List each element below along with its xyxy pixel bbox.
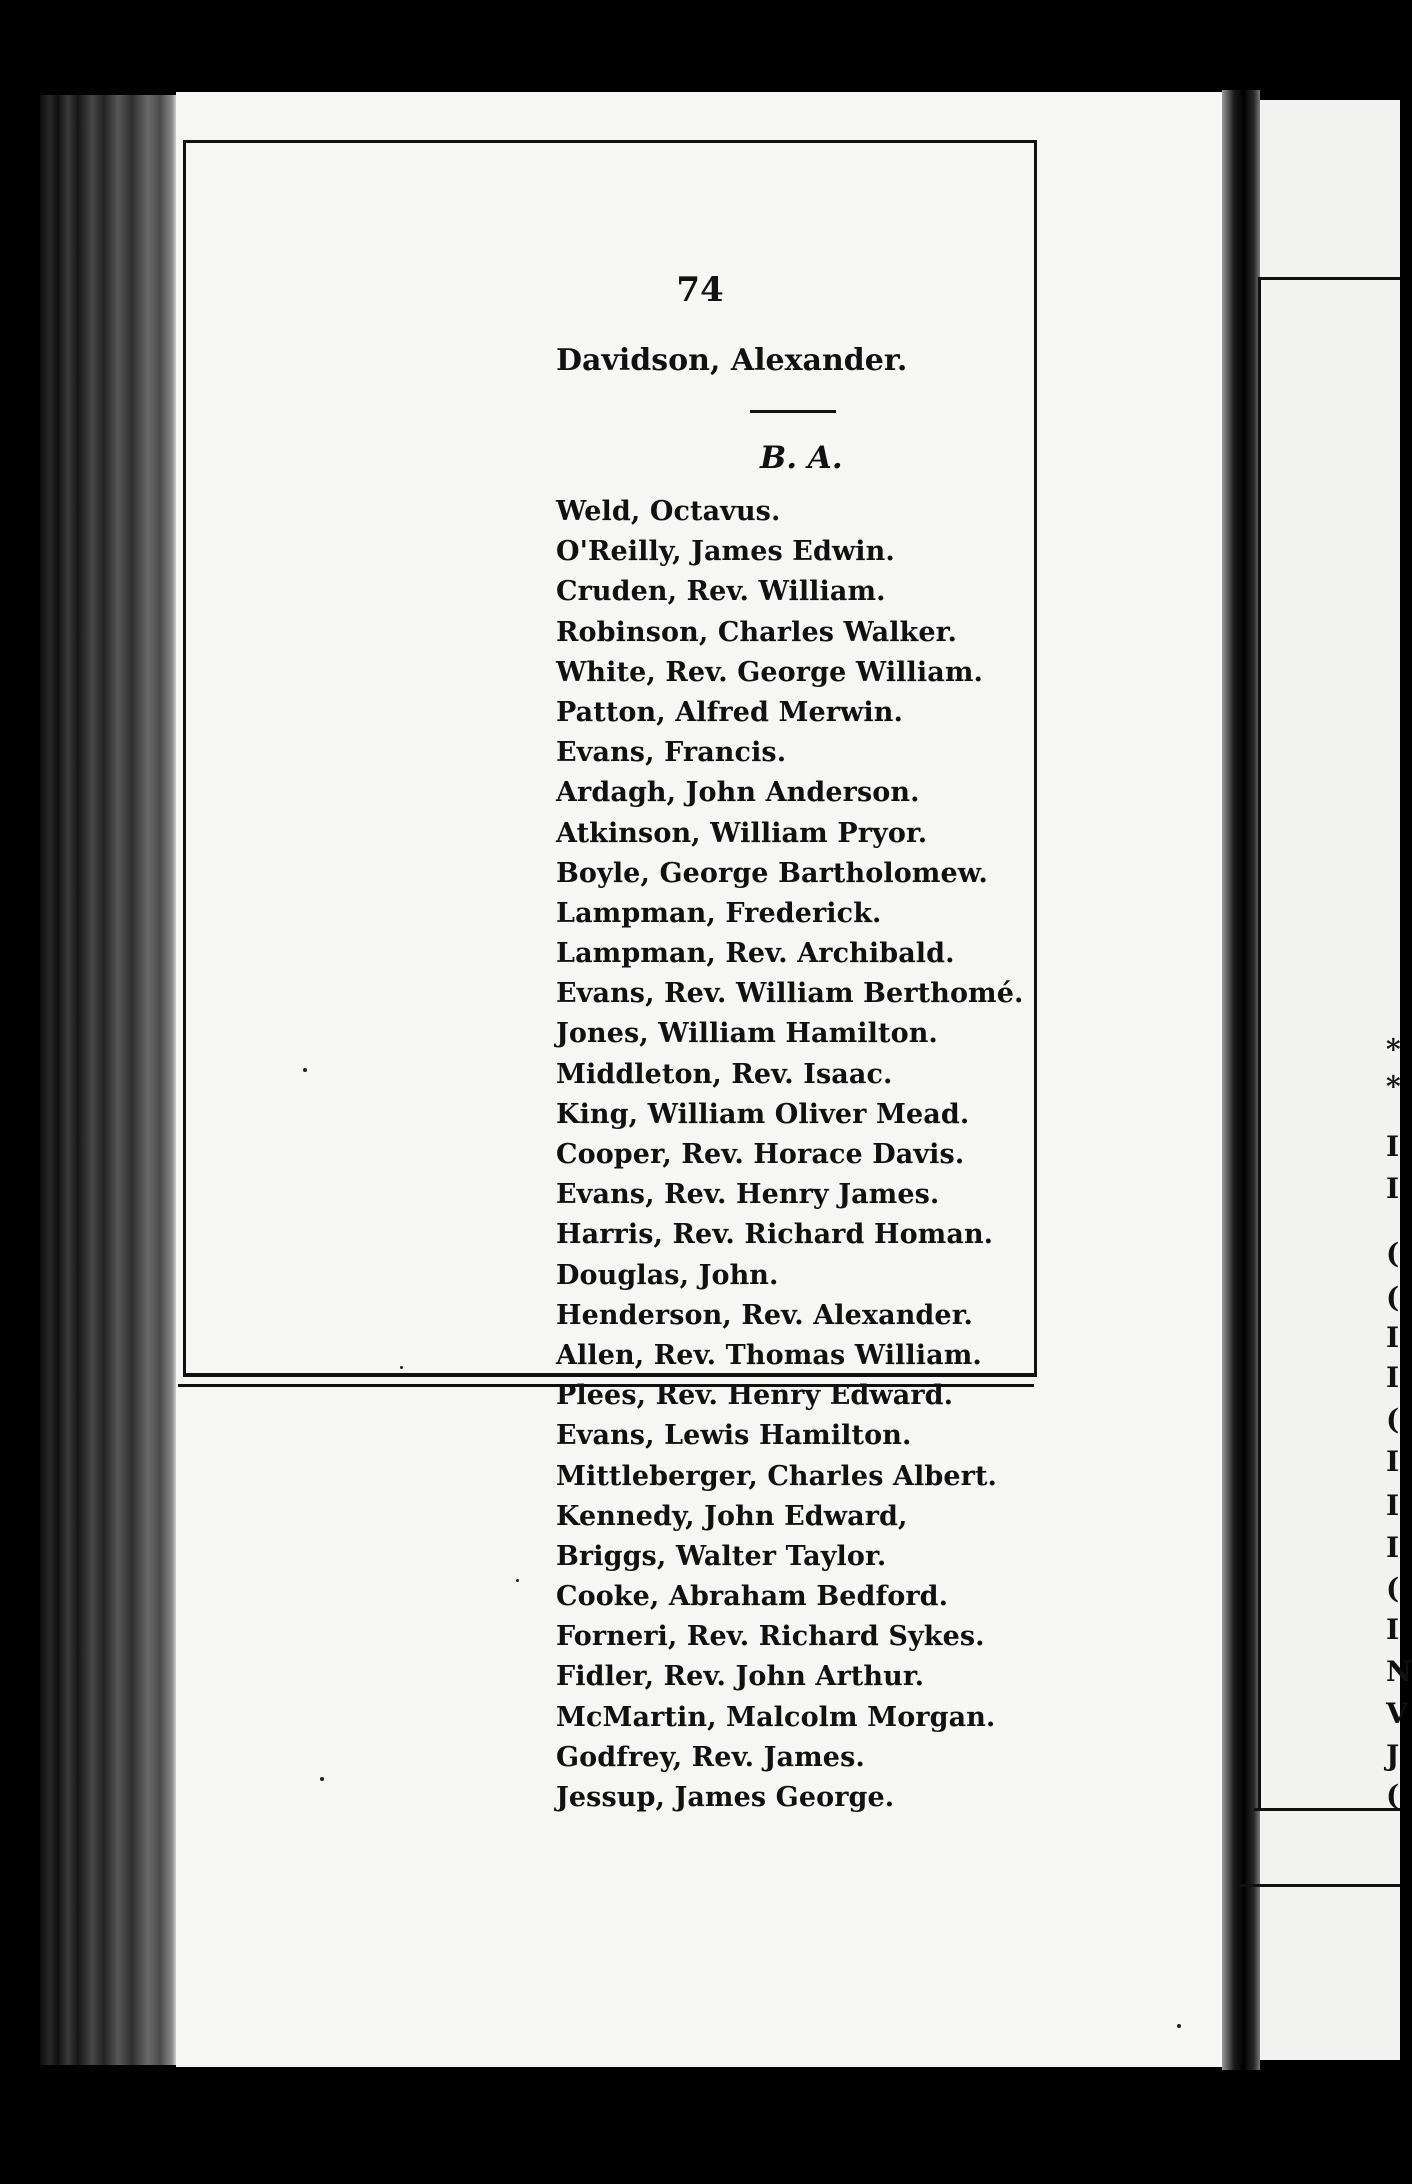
list-item: Douglas, John. [556, 1259, 779, 1291]
list-item: Ardagh, John Anderson. [556, 777, 920, 809]
facing-page-fragment: I [1386, 1613, 1400, 1646]
list-item: Mittleberger, Charles Albert. [556, 1460, 998, 1492]
list-item: Kennedy, John Edward, [556, 1500, 908, 1532]
list-item: Briggs, Walter Taylor. [556, 1540, 887, 1572]
facing-page-rule [1238, 1884, 1400, 1887]
facing-page-fragment: ( [1386, 1403, 1400, 1436]
list-item: Atkinson, William Pryor. [556, 817, 928, 849]
list-item: Lampman, Frederick. [556, 897, 882, 929]
list-item: Harris, Rev. Richard Homan. [556, 1219, 994, 1251]
list-item: Patton, Alfred Merwin. [556, 696, 903, 728]
list-item: Robinson, Charles Walker. [556, 616, 957, 648]
facing-page-fragment: I [1386, 1531, 1400, 1564]
facing-page-fragment: ( [1386, 1237, 1400, 1270]
list-item: Evans, Rev. Henry James. [556, 1179, 940, 1211]
facing-page-rule [1254, 1808, 1400, 1811]
list-item: McMartin, Malcolm Morgan. [556, 1701, 996, 1733]
facing-page-fragment: * [1386, 1033, 1401, 1066]
facing-page-fragment: I [1386, 1172, 1400, 1205]
section-divider [750, 410, 836, 413]
list-item: Godfrey, Rev. James. [556, 1741, 865, 1773]
list-item: Boyle, George Bartholomew. [556, 857, 988, 889]
graduate-name-list [556, 492, 1024, 1818]
scan-speck [400, 1366, 403, 1369]
list-item: Fidler, Rev. John Arthur. [556, 1661, 925, 1693]
list-item: Evans, Rev. William Berthomé. [556, 978, 1024, 1010]
facing-page-fragment: N [1386, 1655, 1412, 1688]
list-item: White, Rev. George William. [556, 656, 984, 688]
list-item: Cooper, Rev. Horace Davis. [556, 1139, 965, 1170]
scan-speck [516, 1579, 519, 1582]
facing-page-fragment: V [1386, 1697, 1408, 1730]
list-item: Lampman, Rev. Archibald. [556, 938, 955, 970]
facing-page-fragment: * [1386, 1070, 1401, 1103]
list-item: Middleton, Rev. Isaac. [556, 1058, 893, 1090]
facing-page-fragment: I [1386, 1130, 1400, 1163]
list-item: Allen, Rev. Thomas William. [556, 1339, 982, 1371]
list-item: Jessup, James George. [556, 1782, 895, 1813]
facing-page [1260, 100, 1400, 2060]
facing-page-fragment: ( [1386, 1779, 1400, 1812]
book-gutter [1222, 90, 1260, 2070]
list-item: Cruden, Rev. William. [556, 576, 886, 608]
list-item: Weld, Octavus. [556, 496, 781, 527]
facing-page-fragment: I [1386, 1361, 1400, 1394]
scan-speck [1177, 2024, 1181, 2028]
lead-entry: Davidson, Alexander. [556, 343, 908, 378]
facing-page-fragment: I [1386, 1445, 1400, 1478]
list-item: Evans, Francis. [556, 737, 787, 769]
facing-page-fragment: ( [1386, 1281, 1400, 1314]
facing-page-frame-top [1258, 277, 1400, 280]
list-item: Jones, William Hamilton. [556, 1018, 938, 1050]
page-number: 74 [676, 270, 724, 310]
scan-speck [320, 1777, 324, 1781]
book-page-edges [40, 95, 176, 2065]
facing-page-fragment: I [1386, 1321, 1400, 1354]
list-item: Henderson, Rev. Alexander. [556, 1299, 974, 1331]
list-item: Plees, Rev. Henry Edward. [556, 1380, 954, 1412]
list-item: Cooke, Abraham Bedford. [556, 1581, 949, 1613]
section-heading: B. A. [760, 440, 843, 476]
facing-page-fragment: I [1386, 1489, 1400, 1522]
list-item: O'Reilly, James Edwin. [556, 536, 895, 568]
facing-page-frame-left [1258, 280, 1261, 1810]
list-item: King, William Oliver Mead. [556, 1098, 970, 1130]
facing-page-fragment: J [1386, 1739, 1400, 1772]
list-item: Evans, Lewis Hamilton. [556, 1420, 912, 1452]
list-item: Forneri, Rev. Richard Sykes. [556, 1621, 985, 1653]
facing-page-fragment: ( [1386, 1572, 1400, 1605]
scan-speck [303, 1068, 307, 1072]
